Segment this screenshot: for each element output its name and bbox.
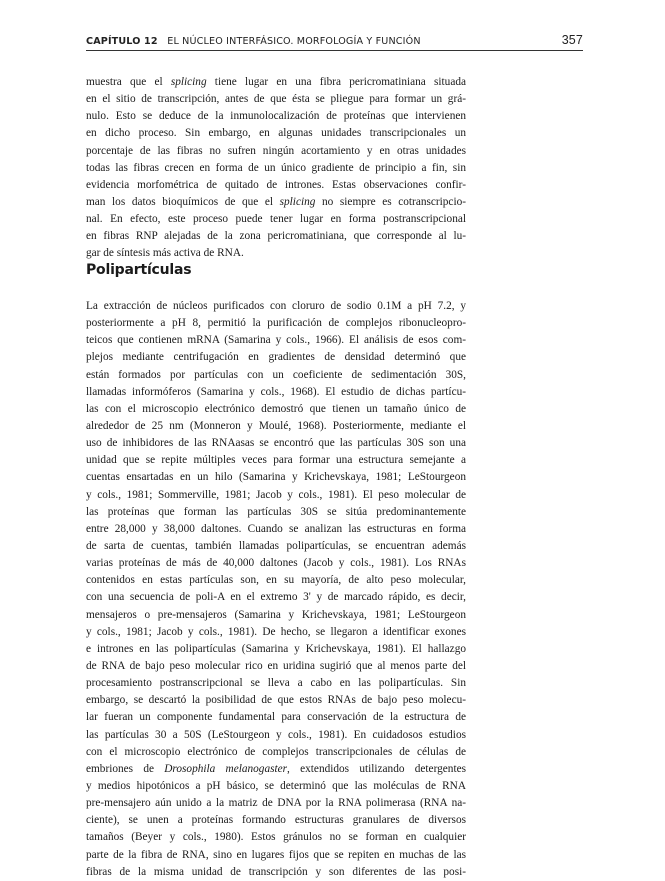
text-line: las partículas 30 a 50S (LeStourgeon y cols., 1981). En cuidadosos estudios	[86, 728, 466, 741]
text-line: están formados por partículas con un coeficiente de sedimentación 30S,	[86, 368, 466, 381]
running-header	[86, 33, 583, 49]
text-line: con una secuencia de poli-A en el extremo 3' y de marcado rápido, es decir,	[86, 591, 466, 604]
text-line: y medios hipotónicos a pH básico, se determinó que las moléculas de RNA	[86, 779, 466, 792]
text-line: varias proteínas de más de 40,000 daltones (Jacob y cols., 1981). Los RNAs	[86, 557, 466, 570]
text-line: La extracción de núcleos purificados con cloruro de sodio 0.1M a pH 7.2, y	[86, 300, 466, 312]
text-line: y cols., 1981; Jacob y cols., 1981). De hecho, se llegaron a identificar exones	[86, 625, 466, 638]
text-line: pre-mensajero aún unido a la matriz de DNA por la RNA polimerasa (RNA na-	[86, 797, 466, 810]
text-line: las con el microscopio electrónico demostró que tienen un tamaño único de	[86, 402, 466, 415]
header-rule	[86, 50, 583, 51]
text-line: embriones de Drosophila melanogaster, extendidos utilizando detergentes	[86, 762, 466, 775]
paragraph-continuation	[86, 74, 466, 263]
text-line: muestra que el splicing tiene lugar en una fibra pericromatiniana situada	[86, 76, 466, 88]
text-line: y cols., 1981; Sommerville, 1981; Jacob y cols., 1981). El peso molecular de	[86, 488, 466, 501]
text-line: llamadas informóferos (Samarina y cols., 1968). El estudio de dichas partícu-	[86, 385, 466, 398]
text-line: todas las fibras crecen en forma de un único gradiente de principio a fin, sin	[86, 161, 466, 174]
text-line: lar fueran un componente fundamental para conservación de la estructura de	[86, 711, 466, 724]
text-line: nulo. Esto se deduce de la inmunolocalización de proteínas que intervienen	[86, 110, 466, 123]
text-line: evidencia morfométrica de quitado de intrones. Estas observaciones confir-	[86, 178, 466, 191]
text-line: man los datos bioquímicos de que el splicing no siempre es cotranscripcio-	[86, 195, 466, 208]
text-line: las proteínas que forman las partículas 30S se sitúa predominantemente	[86, 505, 466, 518]
text-line: embargo, se descartó la posibilidad de que estos RNAs de bajo peso molecu-	[86, 694, 466, 707]
text-line: contenidos en estas partículas son, en su mayoría, de alto peso molecular,	[86, 574, 466, 587]
text-line: en el sitio de transcripción, antes de que ésta se pliegue para formar un grá-	[86, 93, 466, 106]
text-line: teicos que contienen mRNA (Samarina y cols., 1966). El análisis de esos com-	[86, 334, 466, 347]
text-line: uso de inhibidores de las RNAasas se encontró que las partículas 30S son una	[86, 437, 466, 450]
text-line: en fibras RNP alejadas de la zona pericromatiniana, que corresponde al lu-	[86, 230, 466, 243]
text-line: porcentaje de las fibras no sufren ningún acortamiento y en otras unidades	[86, 144, 466, 157]
text-line: unidad que se repite múltiples veces para formar una estructura semejante a	[86, 454, 466, 467]
page-number: 357	[561, 33, 583, 47]
text-line: mensajeros o pre-mensajeros (Samarina y Krichevskaya, 1981; LeStourgeon	[86, 608, 466, 621]
italic-term: splicing	[279, 195, 316, 208]
chapter-label: CAPÍTULO 12	[86, 36, 158, 47]
text-line: cuentas ensartadas en un hilo (Samarina y Krichevskaya, 1981; LeStourgeon	[86, 471, 466, 484]
text-line: en dicho proceso. Sin embargo, en algunas unidades transcripcionales un	[86, 127, 466, 140]
text-line: alrededor de 25 nm (Monneron y Moulé, 1968). Posteriormente, mediante el	[86, 419, 466, 432]
text-line: e intrones en las polipartículas (Samarina y Krichevskaya, 1981). El hallazgo	[86, 642, 466, 655]
chapter-heading	[86, 36, 421, 47]
text-line: de sarta de cuentas, también llamadas polipartículas, se encuentran además	[86, 539, 466, 552]
text-line: entre 28,000 y 38,000 daltones. Cuando se analizan las estructuras en forma	[86, 522, 466, 535]
species-name: Drosophila melanogaster	[164, 762, 288, 775]
italic-term: splicing	[170, 76, 207, 88]
section-heading: Polipartículas	[86, 262, 192, 278]
chapter-title: EL NÚCLEO INTERFÁSICO. MORFOLOGÍA Y FUNCIÓN	[167, 36, 421, 47]
text-line: ciente), se unen a proteínas formando estructuras granulares de diversos	[86, 814, 466, 827]
text-line: con el microscopio electrónico de complejos transcripcionales de células de	[86, 745, 466, 758]
text-line: gar de síntesis más activa de RNA.	[86, 247, 244, 260]
text-line: procesamiento postranscripcional se lleva a cabo en las polipartículas. Sin	[86, 677, 466, 690]
text-line: de RNA de bajo peso molecular rico en uridina sugirió que al menos parte del	[86, 659, 466, 672]
text-line: plejos mediante centrifugación en gradientes de densidad determinó que	[86, 351, 466, 364]
text-line: posteriormente a pH 8, permitió la purificación de complejos ribonucleopro-	[86, 317, 466, 330]
text-line: fibras de la misma unidad de transcripción y son diferentes de las posi-	[86, 865, 466, 878]
text-line: tamaños (Beyer y cols., 1980). Estos gránulos no se forman en cualquier	[86, 831, 466, 844]
text-line: nal. En efecto, este proceso puede tener lugar en forma postranscripcional	[86, 213, 466, 226]
text-line: parte de la fibra de RNA, sino en lugares fijos que se repiten en muchas de las	[86, 848, 466, 861]
paragraph-body	[86, 298, 466, 881]
